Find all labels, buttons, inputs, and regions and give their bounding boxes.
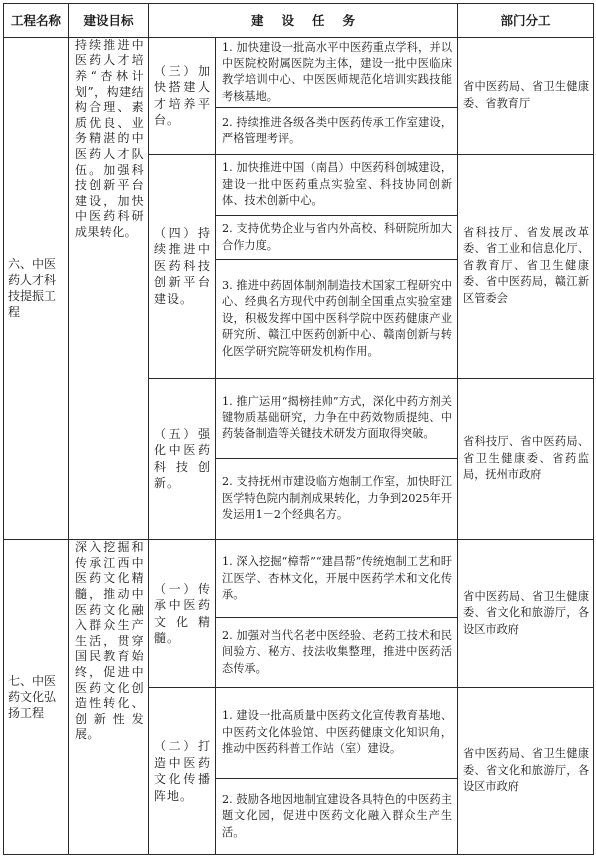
task-item: 1. 建设一批高质量中医药文化宣传教育基地、中医药文化体验馆、中医药健康文化知识角，推动中医药科普工作站（室）建设。 [216, 688, 458, 779]
task-item: 2. 支持抚州市建设临方炮制工作室，加快盱江医学特色院内制剂成果转化，力争到2025年开发运用1－2个经典名方。 [216, 458, 458, 539]
table-header-row [4, 4, 594, 38]
task-item: 1. 加快推进中国（南昌）中医药科创城建设，建设一批中医药重点实验室、科技协同创新体、技术创新中心。 [216, 154, 458, 215]
task-category: （五）强化中医药科技创新。 [149, 378, 216, 540]
task-item: 1. 加快建设一批高水平中医药重点学科，并以中医院校附属医院为主体，建设一批中医临床教学培训中心、中医医师规范化培训实践技能考核基地。 [216, 37, 458, 107]
task-category: （二）打造中医药文化传播阵地。 [149, 688, 216, 855]
task-category: （四）持续推进中医药科技创新平台建设。 [149, 154, 216, 378]
task-item: 2. 鼓励各地因地制宜建设各具特色的中医药主题文化园，促进中医药文化融入群众生产生活。 [216, 778, 458, 854]
task-category: （一）传承中医药文化精髓。 [149, 540, 216, 688]
header-tasks: 建设任务 [149, 4, 458, 38]
department-assignment: 省中医药局、省卫生健康委、省教育厅 [458, 37, 594, 154]
task-item: 2. 加强对当代名老中医经验、老药工技术和民间验方、秘方、技法收集整理，推进中医药活态传承。 [216, 618, 458, 688]
task-item: 2. 支持优势企业与省内外高校、科研院所加大合作力度。 [216, 215, 458, 259]
department-assignment: 省中医药局、省卫生健康委、省文化和旅游厅，各设区市政府 [458, 688, 594, 855]
department-assignment: 省科技厅、省发展改革委、省工业和信息化厅、省教育厅、省卫生健康委、省中医药局，赣江新区管委会 [458, 154, 594, 378]
department-assignment: 省中医药局、省卫生健康委、省文化和旅游厅，各设区市政府 [458, 540, 594, 688]
table-row [4, 540, 594, 618]
project-goal: 持续推进中医药人才培养“杏林计划”，构建结构合理、素质优良、业务精湛的中医药人才队伍。加强科技创新平台建设，加快中医药科研成果转化。 [69, 37, 149, 539]
project-goal: 深入挖掘和传承江西中医药文化精髓，推动中医药文化融入群众生产生活，贯穿国民教育始终，促进中医药文化创造性转化、创新性发展。 [69, 540, 149, 855]
project-name: 六、中医药人才科技提振工程 [4, 37, 69, 539]
department-assignment: 省科技厅、省中医药局、省卫生健康委、省药监局，抚州市政府 [458, 378, 594, 540]
task-table [3, 3, 594, 855]
task-category: （三）加快搭建人才培养平台。 [149, 37, 216, 154]
task-item: 3. 推进中药固体制剂制造技术国家工程研究中心、经典名方现代中药创制全国重点实验室建设，积极发挥中国中医科学院中医药健康产业研究所、赣江中医药创新中心、赣南创新与转化医学研究院等研发机构作用。 [216, 260, 458, 378]
project-name: 七、中医药文化弘扬工程 [4, 540, 69, 855]
table-row [4, 37, 594, 107]
header-project-name: 工程名称 [4, 4, 69, 38]
task-item: 2. 持续推进各级各类中医药传承工作室建设，严格管理考评。 [216, 108, 458, 154]
task-item: 1. 推广运用“揭榜挂帅”方式，深化中药方剂关键物质基础研究，力争在中药效物质提纯、中药装备制造等关键技术研发方面取得突破。 [216, 378, 458, 458]
header-goal: 建设目标 [69, 4, 149, 38]
header-departments: 部门分工 [458, 4, 594, 38]
task-item: 1. 深入挖掘“樟帮”“建昌帮”传统炮制工艺和盱江医学、杏林文化，开展中医药学术和文化传承。 [216, 540, 458, 618]
